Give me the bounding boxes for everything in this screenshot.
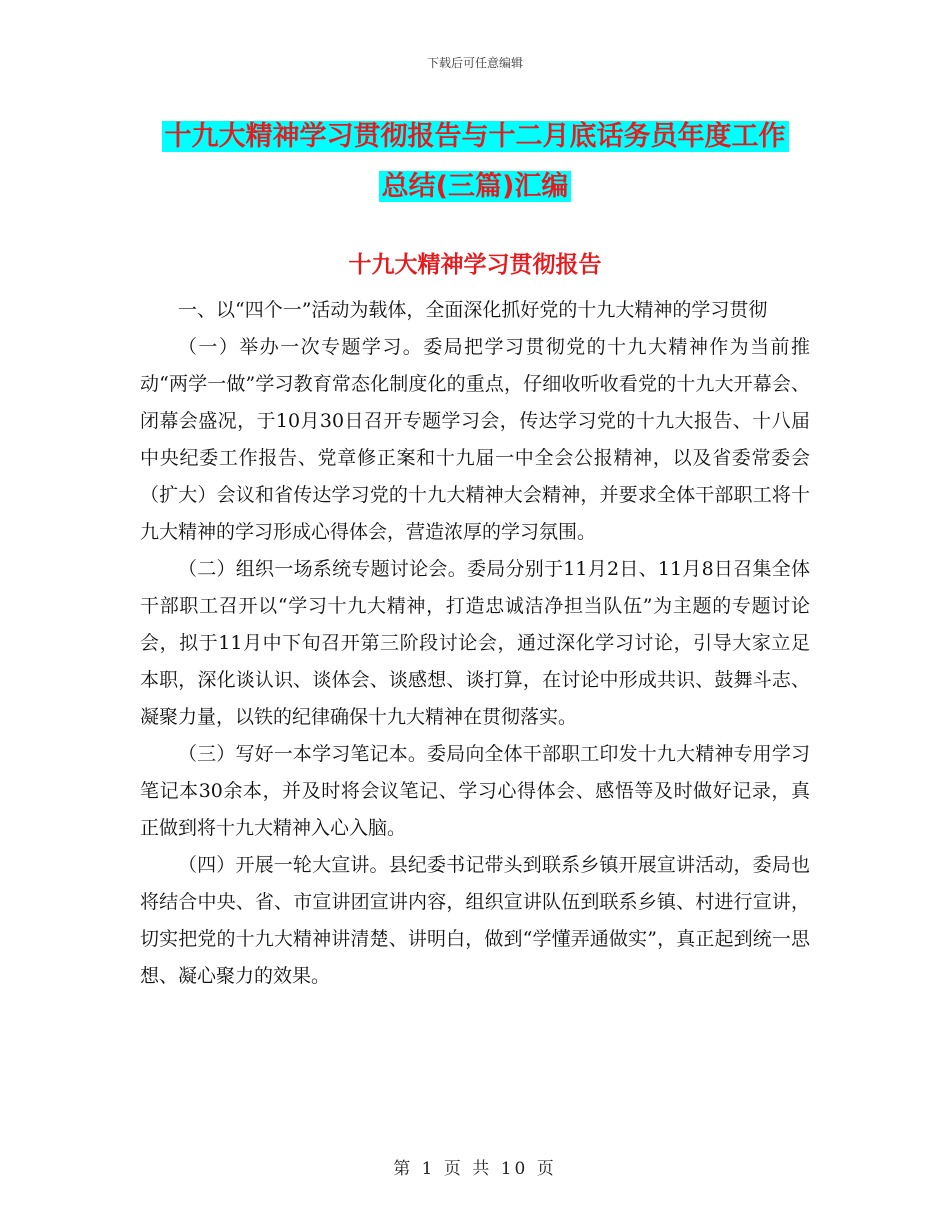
- paragraph: （二）组织一场系统专题讨论会。委局分别于11月2日、11月8日召集全体干部职工召开以“学习十九大精神，打造忠诚洁净担当队伍”为主题的专题讨论会，拟于11月中下旬召开第三阶段讨论会，通过深化学习讨论，引导大家立足本职，深化谈认识、谈体会、谈感想、谈打算，在讨论中形成共识、鼓舞斗志、凝聚力量，以铁的纪律确保十九大精神在贯彻落实。: [140, 558, 810, 728]
- document-title-line2: 总结(三篇)汇编: [379, 171, 572, 202]
- page-number: 第 1 页 共 10 页: [393, 1159, 557, 1179]
- document-title: [0, 112, 950, 212]
- document-title-line1: 十九大精神学习贯彻报告与十二月底话务员年度工作: [162, 121, 789, 152]
- paragraph-heading: 一、以“四个一”活动为载体，全面深化抓好党的十九大精神的学习贯彻: [178, 299, 768, 321]
- section-title: 十九大精神学习贯彻报告: [348, 252, 602, 278]
- paragraph: （四）开展一轮大宣讲。县纪委书记带头到联系乡镇开展宣讲活动，委局也将结合中央、省、市宣讲团宣讲内容，组织宣讲队伍到联系乡镇、村进行宣讲，切实把党的十九大精神讲清楚、讲明白，做到“学懂弄通做实”，真正起到统一思想、凝心聚力的效果。: [140, 854, 810, 987]
- paragraph: （三）写好一本学习笔记本。委局向全体干部职工印发十九大精神专用学习笔记本30余本，并及时将会议笔记、学习心得体会、感悟等及时做好记录，真正做到将十九大精神入心入脑。: [140, 743, 810, 839]
- paragraph: （一）举办一次专题学习。委局把学习贯彻党的十九大精神作为当前推动“两学一做”学习教育常态化制度化的重点，仔细收听收看党的十九大开幕会、闭幕会盛况，于10月30日召开专题学习会，传达学习党的十九大报告、十八届中央纪委工作报告、党章修正案和十九届一中全会公报精神，以及省委常委会（扩大）会议和省传达学习党的十九大精神大会精神，并要求全体干部职工将十九大精神的学习形成心得体会，营造浓厚的学习氛围。: [140, 336, 810, 543]
- document-body: [140, 292, 810, 995]
- header-note: 下载后可任意编辑: [426, 56, 523, 70]
